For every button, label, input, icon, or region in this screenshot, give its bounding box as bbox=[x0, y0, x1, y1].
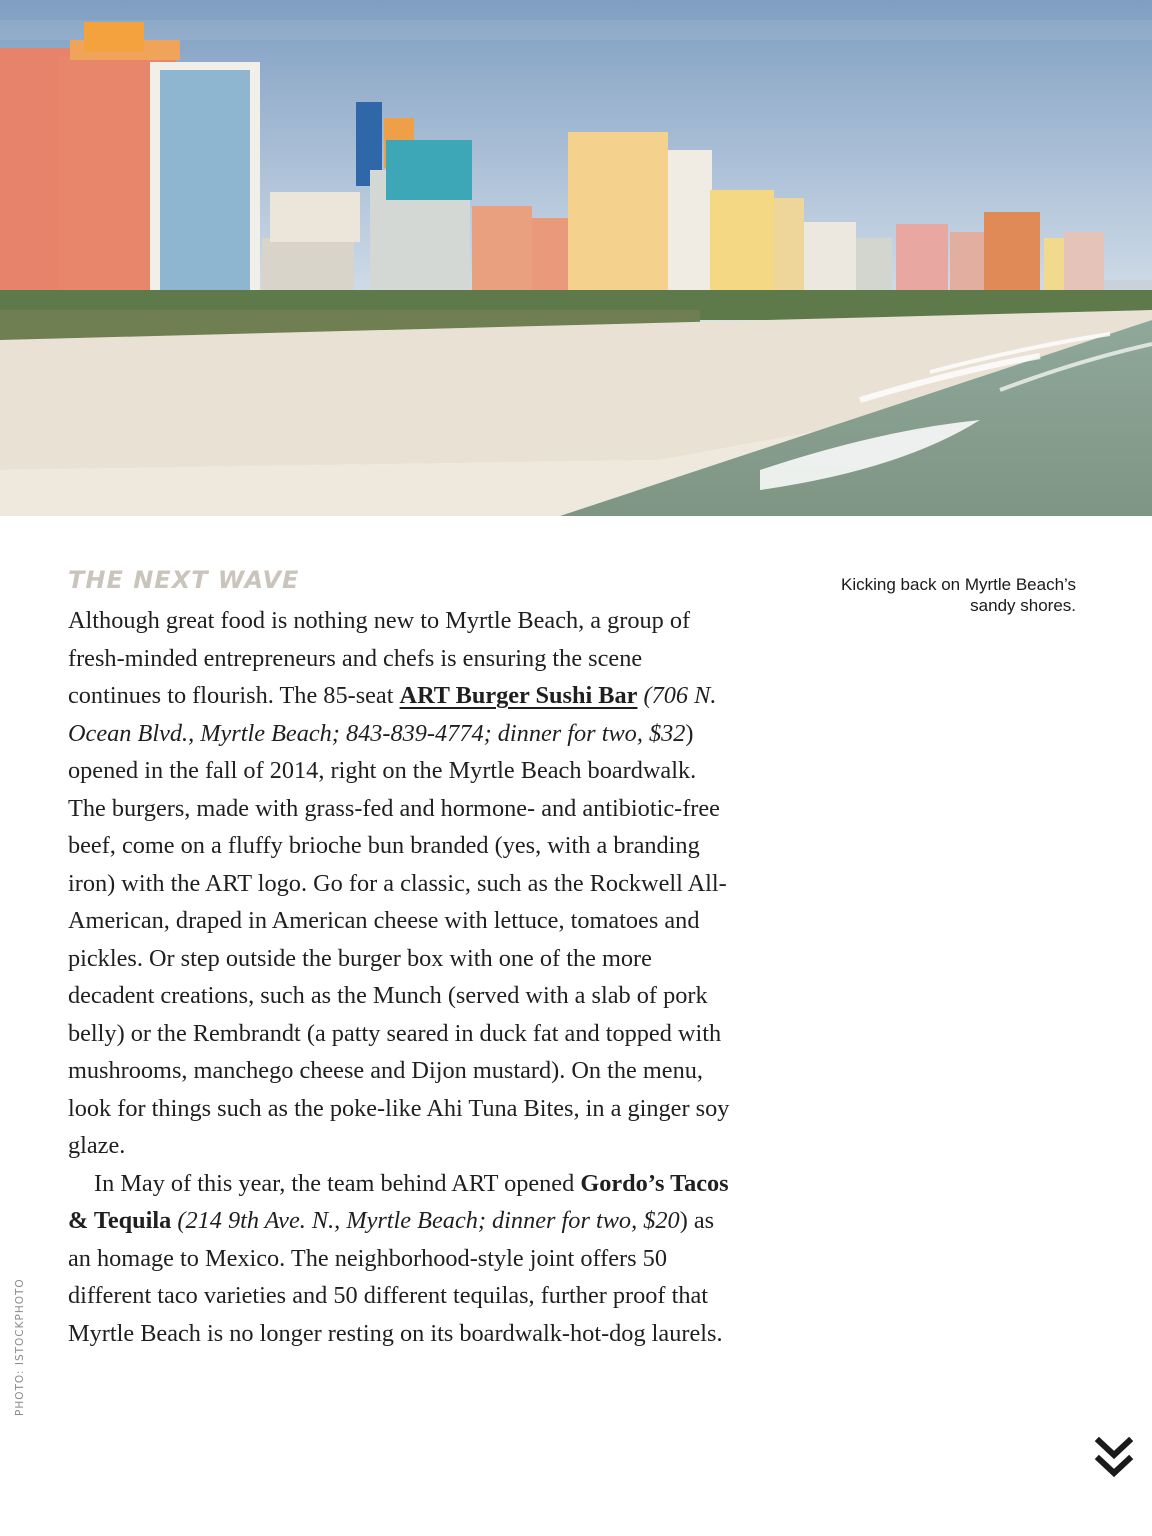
paragraph bbox=[68, 602, 732, 1165]
double-chevron-down-icon bbox=[1094, 1436, 1134, 1480]
beach-skyline-illustration bbox=[0, 0, 1152, 516]
hero-photo bbox=[0, 0, 1152, 516]
paragraph-intro: In May of this year, the team behind ART opened bbox=[94, 1169, 581, 1197]
photo-credit: PHOTO: ISTOCKPHOTO bbox=[14, 1278, 26, 1416]
paragraph-intro: Although great food is nothing new to Myrtle Beach, a group of fresh-minded entrepreneurs and chefs is ensuring the scene continues to flourish. The 85-seat bbox=[68, 607, 691, 709]
paragraph-body: ) as an homage to Mexico. The neighborhood-style joint offers 50 different taco varieties and 50 different tequilas, further proof that Myrtle Beach is no longer resting on its boardwalk-hot-dog laurels. bbox=[68, 1207, 723, 1347]
restaurant-name: Gordo’s Tacos & Tequila bbox=[68, 1169, 729, 1234]
paragraph-body: ) opened in the fall of 2014, right on the Myrtle Beach boardwalk. The burgers, made with grass-fed and hormone- and antibiotic-free beef, come on a fluffy brioche bun branded (yes, with a branding iron) with the ART logo. Go for a classic, such as the Rockwell All-American, draped in American cheese with lettuce, tomatoes and pickles. Or step outside the burger box with one of the more decadent creations, such as the Munch (served with a slab of pork belly) or the Rembrandt (a patty seared in duck fat and topped with mushrooms, manchego cheese and Dijon mustard). On the menu, look for things such as the poke-like Ahi Tuna Bites, in a ginger soy glaze. bbox=[68, 719, 730, 1159]
section-kicker: THE NEXT WAVE bbox=[68, 566, 300, 594]
article-body bbox=[68, 602, 732, 1352]
paragraph bbox=[68, 1165, 732, 1353]
photo-caption: Kicking back on Myrtle Beach’s sandy shores. bbox=[841, 575, 1076, 615]
next-page-button[interactable] bbox=[1094, 1436, 1134, 1480]
restaurant-info: (706 N. Ocean Blvd., Myrtle Beach; 843-839-4774; dinner for two, $32 bbox=[68, 682, 717, 747]
art-burger-sushi-bar-link[interactable]: ART Burger Sushi Bar bbox=[399, 682, 638, 709]
restaurant-info: (214 9th Ave. N., Myrtle Beach; dinner for two, $20 bbox=[171, 1207, 680, 1234]
